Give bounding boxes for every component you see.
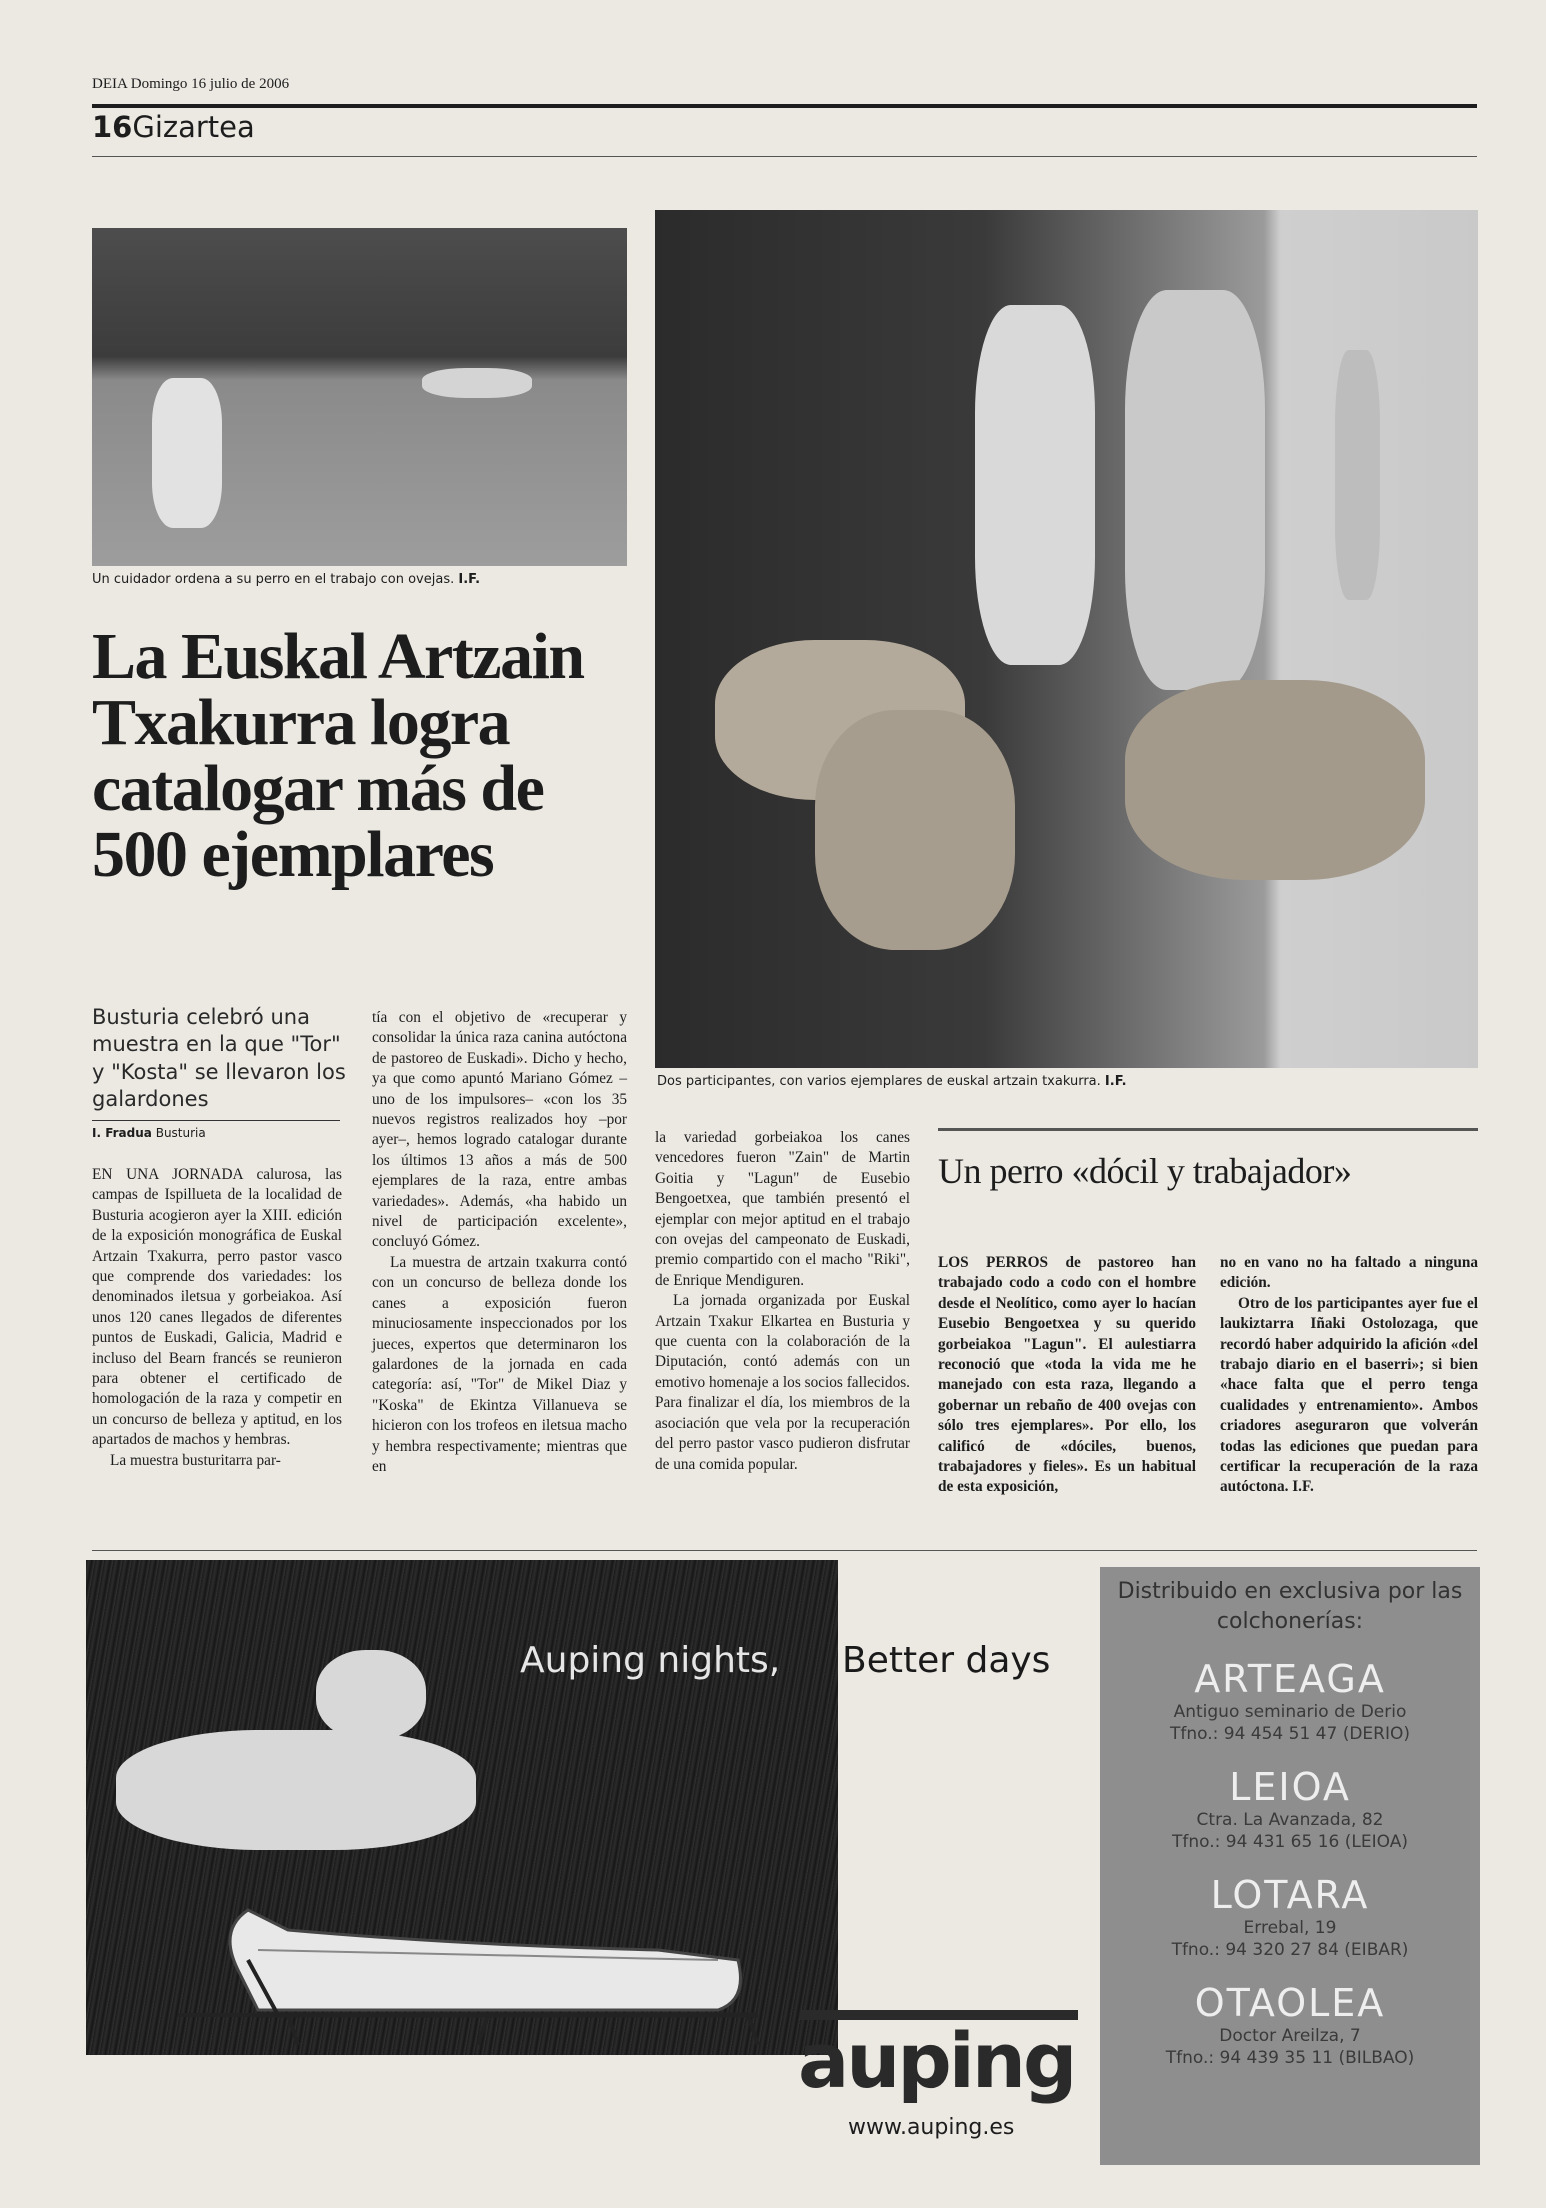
ad-url[interactable]: www.auping.es <box>848 2115 1015 2140</box>
article-column-2 <box>372 1008 627 1477</box>
section-name: Gizartea <box>132 110 255 144</box>
ad-bed-illustration <box>158 1890 768 2050</box>
store-name: LOTARA <box>1210 1873 1370 1917</box>
ad-tagline-2: Better days <box>842 1640 1051 1681</box>
photo-large-caption: Dos participantes, con varios ejemplares de euskal artzain txakurra. I.F. <box>657 1074 1127 1089</box>
paragraph: EN UNA JORNADA calurosa, las campas de Ispillueta de la localidad de Busturia acogieron ayer la XIII. edición de la exposición monográfica de Euskal Artzain Txakurra, perro pastor vasco que comprende dos variedades: los denominados iletsua y gorbeiakoa. Así unos 120 canes llegados de diferentes puntos de Euskadi, Galicia, Madrid e incluso del Bearn francés se reunieron para obtener el certificado de homologación de la raza y competir en un concurso de belleza y aptitud, en los apartados de machos y hembras. <box>92 1166 342 1449</box>
photo-dog-2 <box>815 710 1015 950</box>
paragraph: La muestra busturitarra par- <box>110 1451 281 1469</box>
page-number: 16 <box>92 110 133 144</box>
ad-person-head <box>316 1650 426 1740</box>
store-address: Antiguo seminario de Derio <box>1173 1702 1407 1722</box>
store-arteaga <box>1100 1657 1480 1745</box>
store-leioa <box>1100 1765 1480 1853</box>
store-address: Errebal, 19 <box>1243 1918 1337 1938</box>
article-headline: La Euskal Artzain Txakurra logra catalogar más de 500 ejemplares <box>92 620 584 891</box>
paragraph: La muestra de artzain txakurra contó con un concurso de belleza donde los canes a exposición fueron minuciosamente inspeccionados por los jueces, expertos que determinaron los galardones de la jornada en cada categoría: así, "Tor" de Mikel Diaz y "Koska" de Ekintza Villanueva se hicieron con los trofeos en iletsua macho y hembra respectivamente; mientras que en <box>372 1253 627 1475</box>
ad-logo: auping <box>798 2016 1075 2105</box>
byline: I. Fradua Busturia <box>92 1126 206 1140</box>
paragraph: LOS PERROS de pastoreo han trabajado codo a codo con el hombre desde el Neolítico, como ayer lo hacían Eusebio Bengoetxea y su querido gorbeiakoa "Lagun". El aulestiarra reconoció que «toda la vida me he manejado con esta raza, llegando a gobernar un rebaño de 400 ovejas con sólo tres ejemplares». Por ello, los calificó de «dóciles, buenos, trabajadores y fieles». Es un habitual de esta exposición, <box>938 1254 1196 1496</box>
dateline: DEIA Domingo 16 julio de 2006 <box>92 76 290 92</box>
article-subhead: Busturia celebró una muestra en la que "Tor" y "Kosta" se llevaron los galardones <box>92 1005 346 1111</box>
store-address: Ctra. La Avanzada, 82 <box>1196 1810 1384 1830</box>
paragraph: Otro de los participantes ayer fue el laukiztarra Iñaki Ostolozaga, que recordó haber adquirido la afición «del trabajo diario en el baserri»; si bien «hace falta que el perro tenga cualidades y entrenamiento». Ambos criadores aseguraron que volverán todas las ediciones que puedan para certificar la recuperación de la raza autóctona. I.F. <box>1220 1294 1478 1496</box>
store-name: ARTEAGA <box>1194 1657 1386 1701</box>
photo-dog-handler <box>92 228 627 566</box>
paragraph: tía con el objetivo de «recuperar y consolidar la única raza canina autóctona de pastoreo de Euskadi». Dicho y hecho, ya que como apuntó Mariano Gómez –uno de los impulsores– «con los 35 nuevos registros realizados hoy –por ayer–, hemos logrado catalogar durante los últimos 13 años a más de 500 ejemplares de la raza, entre ambas variedades». Además, «ha habido un nivel de participación excelente», concluyó Gómez. <box>372 1009 627 1251</box>
article-column-3 <box>655 1128 910 1475</box>
sidebar-headline: Un perro «dócil y trabajador» <box>938 1151 1352 1191</box>
photo-small-caption: Un cuidador ordena a su perro en el trabajo con ovejas. I.F. <box>92 572 481 587</box>
footer-rule <box>92 1550 1477 1551</box>
store-name: LEIOA <box>1229 1765 1351 1809</box>
sidebar-rule <box>938 1128 1478 1131</box>
ad-person-body <box>116 1730 476 1850</box>
ad-distributor-box <box>1100 1567 1480 2165</box>
photo-man-left <box>975 305 1095 665</box>
byline-rule <box>92 1120 340 1121</box>
photo-dog-3 <box>1125 680 1425 880</box>
store-phone: Tfno.: 94 439 35 11 (BILBAO) <box>1165 2048 1415 2068</box>
paragraph: la variedad gorbeiakoa los canes vencedores fueron "Zain" de Martin Goitia y "Lagun" de Eusebio Bengoetxea, que también presentó el ejemplar con mejor aptitud en el trabajo con ovejas del campeonato de Euskadi, premio compartido con el macho "Riki", de Enrique Mendiguren. <box>655 1129 910 1289</box>
store-phone: Tfno.: 94 431 65 16 (LEIOA) <box>1172 1832 1408 1852</box>
photo-bystander <box>1335 350 1380 600</box>
paragraph: La jornada organizada por Euskal Artzain Txakur Elkartea en Busturia y que cuenta con la colaboración de la Diputación, contó además con un emotivo homenaje a los socios fallecidos. Para finalizar el día, los miembros de la asociación que vela por la recuperación del perro pastor vasco pudieron disfrutar de una comida popular. <box>655 1292 910 1473</box>
store-otaolea <box>1100 1981 1480 2069</box>
store-address: Doctor Areilza, 7 <box>1219 2026 1361 2046</box>
header-rule <box>92 104 1477 108</box>
section-rule <box>92 156 1477 157</box>
store-name: OTAOLEA <box>1194 1981 1386 2025</box>
article-column-1 <box>92 1165 342 1471</box>
photo-sheep-flock <box>422 368 532 398</box>
photo-participants-dogs <box>655 210 1478 1068</box>
section-header <box>92 110 255 144</box>
distributor-intro: Distribuido en exclusiva por las colchonerías: <box>1117 1579 1463 1634</box>
store-phone: Tfno.: 94 320 27 84 (EIBAR) <box>1171 1940 1409 1960</box>
paragraph: no en vano no ha faltado a ninguna edición. <box>1220 1254 1478 1292</box>
photo-handler-figure <box>152 378 222 528</box>
sidebar-column-2 <box>1220 1253 1478 1498</box>
photo-man-right <box>1125 290 1265 690</box>
sidebar-column-1 <box>938 1253 1196 1498</box>
store-phone: Tfno.: 94 454 51 47 (DERIO) <box>1169 1724 1411 1744</box>
store-lotara <box>1100 1873 1480 1961</box>
ad-tagline-1: Auping nights, <box>520 1640 781 1681</box>
